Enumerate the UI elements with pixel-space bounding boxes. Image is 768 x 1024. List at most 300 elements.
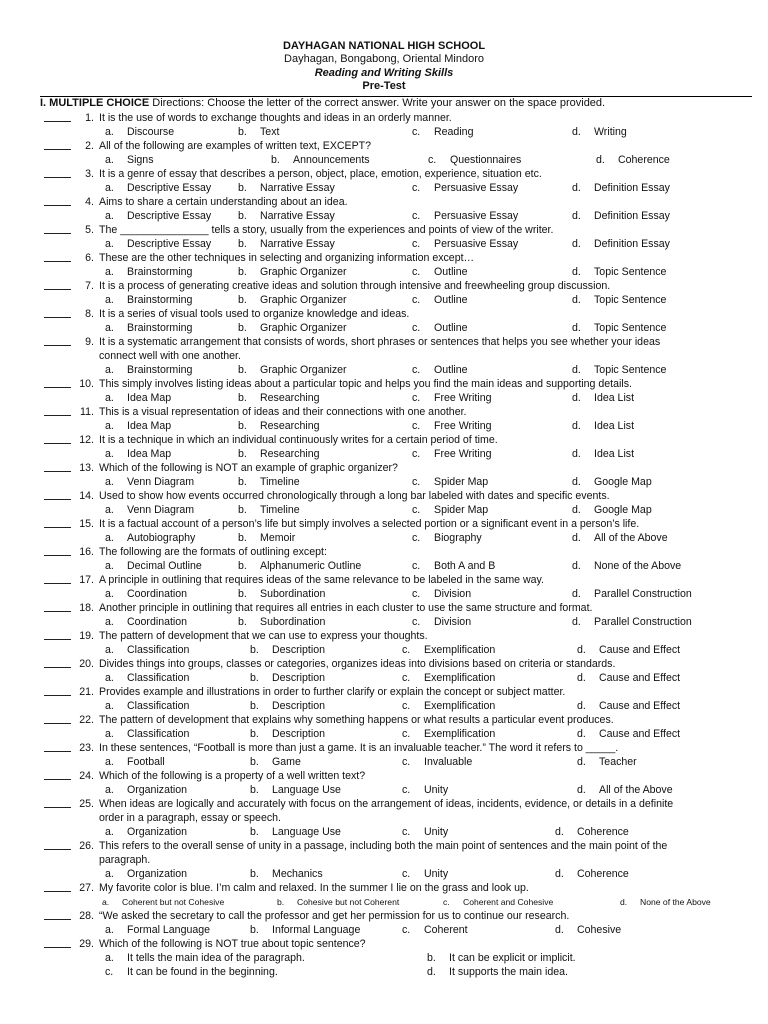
question-number: 14. — [79, 490, 94, 502]
choice-option — [412, 419, 492, 433]
question-item — [0, 937, 768, 979]
choice-text: Outline — [434, 364, 468, 376]
choice-text: Outline — [434, 294, 468, 306]
choice-option — [596, 153, 670, 167]
choice-option — [412, 503, 488, 517]
choice-text: Idea List — [594, 392, 635, 404]
choice-letter: a. — [105, 700, 114, 712]
choice-letter: b. — [238, 126, 247, 138]
choice-letter: d. — [572, 448, 581, 460]
choice-letter: a. — [105, 784, 114, 796]
answer-blank[interactable] — [44, 121, 71, 122]
choice-letter: c. — [412, 560, 421, 572]
question-text: It is a factual account of a person’s life but simply involves a selected portion or a significant event in a person’s life. — [99, 518, 640, 530]
question-number: 11. — [80, 406, 94, 418]
question-text: Which of the following is a property of a well written text? — [99, 770, 366, 782]
choice-option — [238, 125, 279, 139]
question-text: It is a technique in which an individual continuously writes for a certain period of time. — [99, 434, 498, 446]
choice-letter: b. — [238, 238, 247, 250]
choice-option — [402, 783, 448, 797]
choice-letter: d. — [577, 728, 586, 740]
choice-text: All of the Above — [594, 532, 668, 544]
choice-letter: c. — [402, 644, 411, 656]
choice-text: Topic Sentence — [594, 322, 667, 334]
choice-option — [443, 895, 553, 909]
question-number: 21. — [79, 686, 94, 698]
choice-text: Descriptive Essay — [127, 210, 212, 222]
choice-letter: a. — [105, 266, 114, 278]
choice-option — [105, 965, 278, 979]
choice-text: It tells the main idea of the paragraph. — [127, 952, 305, 964]
choice-option — [105, 265, 192, 279]
choice-option — [238, 503, 300, 517]
choice-option — [277, 895, 399, 909]
choice-letter: c. — [412, 238, 421, 250]
choice-letter: b. — [250, 826, 259, 838]
choice-letter: d. — [572, 476, 581, 488]
choice-option — [105, 153, 154, 167]
choice-text: Narrative Essay — [260, 210, 335, 222]
choice-option — [105, 447, 171, 461]
question-number: 1. — [85, 112, 94, 124]
question-item — [0, 881, 768, 909]
question-number: 28. — [79, 910, 94, 922]
choice-option — [402, 727, 495, 741]
choice-letter: b. — [238, 364, 247, 376]
answer-blank[interactable] — [44, 947, 71, 948]
choice-text: Discourse — [127, 126, 175, 138]
choice-option — [105, 237, 211, 251]
choice-text: Exemplification — [424, 700, 496, 712]
choice-letter: a. — [105, 364, 114, 376]
choice-letter: c. — [402, 756, 411, 768]
choice-letter: d. — [572, 588, 581, 600]
question-text: When ideas are logically and accurately with focus on the arrangement of ideas, incidents, evidence, or details in a definite — [99, 798, 674, 810]
choice-letter: c. — [402, 672, 411, 684]
section-directions — [40, 97, 605, 110]
choice-text: Descriptive Essay — [127, 182, 212, 194]
choice-text: Teacher — [599, 756, 637, 768]
answer-blank[interactable] — [44, 499, 71, 500]
choice-option — [577, 783, 673, 797]
question-item — [0, 489, 768, 517]
choice-letter: b. — [250, 728, 259, 740]
choice-letter: a. — [105, 210, 114, 222]
question-text: This is a visual representation of ideas and their connections with one another. — [99, 406, 467, 418]
choice-option — [250, 755, 301, 769]
question-item — [0, 741, 768, 769]
choice-option — [572, 209, 670, 223]
school-address: Dayhagan, Bongabong, Oriental Mindoro — [284, 53, 484, 65]
question-text: Another principle in outlining that requires all entries in each cluster to use the same structure and format. — [99, 602, 593, 614]
choice-text: Language Use — [272, 826, 341, 838]
question-text: The _______________ tells a story, usually from the experiences and points of view of the writer. — [99, 224, 554, 236]
answer-blank[interactable] — [44, 233, 71, 234]
choice-text: Definition Essay — [594, 238, 670, 250]
choice-option — [105, 391, 171, 405]
choice-option — [105, 181, 211, 195]
choice-text: Google Map — [594, 504, 652, 516]
choice-text: Classification — [127, 728, 190, 740]
choice-letter: a. — [105, 476, 114, 488]
choice-option — [402, 867, 448, 881]
question-item — [0, 279, 768, 307]
choice-text: Subordination — [260, 616, 326, 628]
choice-text: Parallel Construction — [594, 616, 692, 628]
choice-text: Division — [434, 616, 472, 628]
choice-text: Brainstorming — [127, 322, 193, 334]
choice-option — [105, 503, 194, 517]
choice-text: Description — [272, 644, 325, 656]
choice-option — [428, 153, 521, 167]
choice-text: Cause and Effect — [599, 700, 681, 712]
question-text: It is a series of visual tools used to organize knowledge and ideas. — [99, 308, 410, 320]
choice-letter: c. — [412, 126, 421, 138]
choice-option — [572, 419, 634, 433]
choice-text: Coherence — [577, 868, 629, 880]
answer-blank[interactable] — [44, 527, 71, 528]
question-number: 10. — [79, 378, 94, 390]
answer-blank[interactable] — [44, 205, 71, 206]
question-text: The pattern of development that we can use to express your thoughts. — [99, 630, 428, 642]
choice-letter: c. — [412, 616, 421, 628]
choice-text: Alphanumeric Outline — [260, 560, 362, 572]
choice-option — [238, 209, 335, 223]
question-item — [0, 713, 768, 741]
choice-option — [572, 615, 692, 629]
choice-text: Coherence — [577, 826, 629, 838]
choice-option — [402, 755, 472, 769]
choice-text: Graphic Organizer — [260, 294, 347, 306]
choice-option — [238, 615, 325, 629]
question-number: 4. — [85, 196, 94, 208]
choice-letter: c. — [412, 322, 421, 334]
choice-text: Classification — [127, 672, 190, 684]
question-text: Aims to share a certain understanding about an idea. — [99, 196, 348, 208]
choice-text: Organization — [127, 868, 188, 880]
choice-letter: a. — [105, 182, 114, 194]
answer-blank[interactable] — [44, 611, 71, 612]
question-text: “We asked the secretary to call the professor and get her permission for us to continue our research. — [99, 910, 570, 922]
choice-option — [238, 293, 347, 307]
choice-letter: c. — [412, 588, 421, 600]
choice-option — [577, 755, 637, 769]
choice-letter: b. — [238, 294, 247, 306]
choice-letter: d. — [572, 560, 581, 572]
choice-option — [238, 321, 347, 335]
question-text: This simply involves listing ideas about a particular topic and helps you find the main ideas and supporting details. — [99, 378, 632, 390]
choice-letter: c. — [412, 266, 421, 278]
choice-letter: c. — [428, 154, 437, 166]
choice-letter: b. — [250, 924, 259, 936]
choice-text: Memoir — [260, 532, 296, 544]
choice-option — [412, 587, 471, 601]
choice-letter: c. — [412, 420, 421, 432]
choice-option — [412, 321, 468, 335]
choice-letter: b. — [238, 476, 247, 488]
answer-blank[interactable] — [44, 779, 71, 780]
choice-option — [102, 895, 224, 909]
choice-letter: a. — [105, 588, 114, 600]
question-list — [0, 111, 768, 979]
choice-option — [105, 783, 187, 797]
choice-option — [238, 265, 347, 279]
question-text: Used to show how events occurred chronologically through a long bar labeled with dates and specific events. — [99, 490, 610, 502]
choice-letter: a. — [105, 322, 114, 334]
choice-text: Description — [272, 672, 325, 684]
choice-letter: c. — [412, 392, 421, 404]
choice-option — [105, 587, 187, 601]
choice-text: Persuasive Essay — [434, 238, 519, 250]
answer-blank[interactable] — [44, 667, 71, 668]
choice-letter: d. — [572, 420, 581, 432]
question-item — [0, 405, 768, 433]
choice-text: It can be explicit or implicit. — [449, 952, 576, 964]
choice-option — [555, 867, 629, 881]
section-title: I. MULTIPLE CHOICE — [40, 97, 150, 109]
choice-option — [250, 643, 325, 657]
choice-option — [577, 699, 680, 713]
choice-text: Topic Sentence — [594, 364, 667, 376]
choice-text: Persuasive Essay — [434, 182, 519, 194]
choice-option — [427, 965, 568, 979]
answer-blank[interactable] — [44, 345, 71, 346]
question-number: 16. — [79, 546, 94, 558]
question-item — [0, 167, 768, 195]
choice-letter: a. — [105, 448, 114, 460]
choice-text: Brainstorming — [127, 294, 193, 306]
choice-letter: c. — [412, 476, 421, 488]
choice-option — [572, 363, 666, 377]
choice-text: Exemplification — [424, 644, 496, 656]
question-number: 6. — [85, 252, 94, 264]
question-text: It is a genre of essay that describes a person, object, place, emotion, experience, situation etc. — [99, 168, 542, 180]
choice-option — [572, 475, 652, 489]
question-item — [0, 601, 768, 629]
answer-blank[interactable] — [44, 443, 71, 444]
choice-letter: b. — [238, 560, 247, 572]
choice-text: Topic Sentence — [594, 294, 667, 306]
choice-option — [572, 321, 666, 335]
question-text: The pattern of development that explains why something happens or what results a particular event produces. — [99, 714, 614, 726]
answer-blank[interactable] — [44, 177, 71, 178]
answer-blank[interactable] — [44, 751, 71, 752]
choice-option — [572, 293, 666, 307]
answer-blank[interactable] — [44, 639, 71, 640]
question-text: It is the use of words to exchange thoughts and ideas in an orderly manner. — [99, 112, 452, 124]
question-item — [0, 377, 768, 405]
choice-letter: c. — [443, 897, 450, 907]
choice-option — [105, 951, 305, 965]
choice-option — [572, 587, 692, 601]
choice-option — [105, 643, 189, 657]
choice-option — [402, 699, 495, 713]
choice-option — [412, 181, 518, 195]
choice-text: Formal Language — [127, 924, 211, 936]
choice-text: Coherence — [618, 154, 670, 166]
choice-letter: d. — [555, 924, 564, 936]
choice-option — [412, 559, 495, 573]
directions-text: Directions: Choose the letter of the correct answer. Write your answer on the space provided. — [152, 97, 606, 109]
choice-option — [238, 447, 319, 461]
choice-text: Brainstorming — [127, 266, 193, 278]
choice-text: Coherent — [424, 924, 468, 936]
choice-text: Questionnaires — [450, 154, 522, 166]
choice-text: Cause and Effect — [599, 644, 681, 656]
question-text: Divides things into groups, classes or categories, organizes ideas into divisions based on criteria or standards. — [99, 658, 616, 670]
choice-text: Free Writing — [434, 448, 492, 460]
choice-text: Subordination — [260, 588, 326, 600]
question-item — [0, 139, 768, 167]
question-item — [0, 797, 768, 839]
choice-letter: d. — [577, 784, 586, 796]
answer-blank[interactable] — [44, 807, 71, 808]
question-text: order in a paragraph, essay or speech. — [99, 812, 281, 824]
choice-text: Free Writing — [434, 392, 492, 404]
question-number: 2. — [85, 140, 94, 152]
choice-option — [402, 671, 495, 685]
question-item — [0, 573, 768, 601]
choice-letter: b. — [238, 420, 247, 432]
choice-option — [572, 391, 634, 405]
question-number: 19. — [79, 630, 94, 642]
choice-text: Exemplification — [424, 672, 496, 684]
choice-option — [105, 419, 171, 433]
question-text: It is a systematic arrangement that consists of words, short phrases or sentences that helps you see whether your ideas — [99, 336, 661, 348]
choice-option — [105, 125, 174, 139]
choice-option — [427, 951, 576, 965]
question-number: 24. — [79, 770, 94, 782]
choice-letter: d. — [572, 504, 581, 516]
choice-option — [572, 265, 666, 279]
choice-letter: a. — [105, 644, 114, 656]
choice-text: Text — [260, 126, 280, 138]
question-text: In these sentences, “Football is more than just a game. It is an invaluable teacher.” The word it refers to _____. — [99, 742, 619, 754]
answer-blank[interactable] — [44, 849, 71, 850]
choice-option — [105, 923, 210, 937]
answer-blank[interactable] — [44, 317, 71, 318]
choice-letter: a. — [105, 154, 114, 166]
choice-option — [572, 447, 634, 461]
answer-blank[interactable] — [44, 415, 71, 416]
choice-option — [105, 699, 189, 713]
choice-letter: b. — [238, 392, 247, 404]
question-number: 7. — [85, 280, 94, 292]
question-number: 3. — [85, 168, 94, 180]
choice-text: Unity — [424, 826, 449, 838]
choice-letter: c. — [412, 448, 421, 460]
answer-blank[interactable] — [44, 261, 71, 262]
choice-text: Cause and Effect — [599, 728, 681, 740]
choice-letter: c. — [402, 826, 411, 838]
choice-text: Outline — [434, 322, 468, 334]
choice-option — [105, 825, 187, 839]
choice-letter: d. — [577, 756, 586, 768]
choice-letter: a. — [105, 532, 114, 544]
answer-blank[interactable] — [44, 891, 71, 892]
choice-option — [572, 237, 670, 251]
choice-letter: a. — [105, 126, 114, 138]
choice-letter: c. — [402, 924, 411, 936]
answer-blank[interactable] — [44, 149, 71, 150]
choice-text: Free Writing — [434, 420, 492, 432]
choice-text: It can be found in the beginning. — [127, 966, 278, 978]
choice-text: Narrative Essay — [260, 238, 335, 250]
choice-text: Brainstorming — [127, 364, 193, 376]
choice-letter: d. — [572, 532, 581, 544]
answer-blank[interactable] — [44, 471, 71, 472]
choice-option — [412, 391, 492, 405]
answer-blank[interactable] — [44, 387, 71, 388]
choice-text: Parallel Construction — [594, 588, 692, 600]
choice-letter: a. — [105, 616, 114, 628]
choice-letter: d. — [620, 897, 628, 907]
choice-text: Venn Diagram — [127, 476, 195, 488]
choice-option — [105, 755, 165, 769]
choice-text: None of the Above — [640, 897, 711, 907]
choice-letter: b. — [238, 266, 247, 278]
choice-option — [412, 237, 518, 251]
question-number: 27. — [79, 882, 94, 894]
choice-option — [250, 671, 325, 685]
choice-option — [105, 671, 189, 685]
question-text: The following are the formats of outlining except: — [99, 546, 327, 558]
question-number: 13. — [79, 462, 94, 474]
choice-option — [105, 531, 195, 545]
answer-blank[interactable] — [44, 695, 71, 696]
choice-option — [238, 559, 361, 573]
choice-text: Unity — [424, 868, 449, 880]
choice-option — [105, 321, 192, 335]
choice-letter: c. — [402, 700, 411, 712]
answer-blank[interactable] — [44, 919, 71, 920]
choice-letter: d. — [577, 700, 586, 712]
test-title: Pre-Test — [362, 80, 406, 92]
school-name: DAYHAGAN NATIONAL HIGH SCHOOL — [282, 40, 486, 52]
question-number: 26. — [79, 840, 94, 852]
choice-option — [402, 923, 468, 937]
question-text: Provides example and illustrations in order to further clarify or explain the concept or subject matter. — [99, 686, 566, 698]
question-number: 23. — [79, 742, 94, 754]
choice-option — [555, 825, 629, 839]
choice-text: Coherent and Cohesive — [463, 897, 554, 907]
choice-text: Google Map — [594, 476, 652, 488]
choice-letter: d. — [577, 672, 586, 684]
question-item — [0, 335, 768, 377]
question-item — [0, 685, 768, 713]
choice-text: Coordination — [127, 588, 188, 600]
choice-option — [572, 531, 668, 545]
choice-text: Timeline — [260, 504, 300, 516]
choice-text: Graphic Organizer — [260, 364, 347, 376]
choice-letter: a. — [105, 756, 114, 768]
choice-option — [577, 727, 680, 741]
choice-text: Cohesive but not Coherent — [297, 897, 400, 907]
choice-text: Division — [434, 588, 472, 600]
answer-blank[interactable] — [44, 723, 71, 724]
choice-letter: b. — [238, 322, 247, 334]
answer-blank[interactable] — [44, 583, 71, 584]
choice-letter: a. — [105, 294, 114, 306]
answer-blank[interactable] — [44, 289, 71, 290]
answer-blank[interactable] — [44, 555, 71, 556]
choice-text: Definition Essay — [594, 210, 670, 222]
choice-option — [412, 615, 471, 629]
choice-text: Timeline — [260, 476, 300, 488]
choice-text: Graphic Organizer — [260, 266, 347, 278]
choice-option — [105, 559, 202, 573]
choice-letter: a. — [105, 924, 114, 936]
